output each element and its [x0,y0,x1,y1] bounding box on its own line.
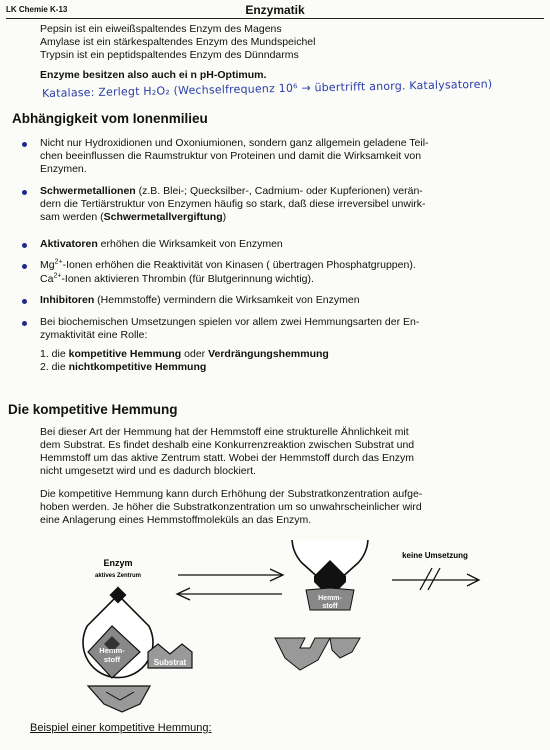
section-heading-kompetitiv: Die kompetitive Hemmung [8,402,178,417]
para1-line1: Bei dieser Art der Hemmung hat der Hemmstoff eine strukturelle Ähnlichkeit mit [40,426,409,438]
active-site-label: aktives Zentrum [94,573,142,579]
bullet-dot [22,190,27,195]
handwritten-note: Katalase: Zerlegt H₂O₂ (Wechselfrequenz 10⁶ → übertrifft anorg. Katalysatoren) [41,77,493,100]
bullet1-line3: Enzymen. [40,163,87,175]
svg-text:stoff: stoff [103,655,121,664]
bullet-dot [22,142,27,147]
intro-line-trypsin: Trypsin ist ein peptidspaltendes Enzym des Dünndarms [40,49,299,61]
no-reaction-label: keine Umsetzung [402,551,468,560]
substrate-displaced [275,638,330,670]
bullet-dot [22,243,27,248]
bullet3-line: Aktivatoren erhöhen die Wirksamkeit von Enzymen [40,238,283,250]
para2-line1: Die kompetitive Hemmung kann durch Erhöhung der Substratkonzentration aufge- [40,488,423,500]
inhibitoren-term: Inhibitoren [40,294,95,306]
example-heading: Beispiel einer kompetitive Hemmung: [30,722,212,734]
intro-line-amylase: Amylase ist ein stärkespaltendes Enzym des Mundspeichel [40,36,316,48]
page-title: Enzymatik [245,3,305,17]
bullet5-line: Inhibitoren (Hemmstoffe) vermindern die Wirksamkeit von Enzymen [40,294,360,306]
bullet2-line3: sam werden (Schwermetallvergiftung) [40,211,227,223]
substrate-label: Substrat [153,658,187,667]
section-heading-ionenmilieu: Abhängigkeit vom Ionenmilieu [12,111,208,126]
svg-text:Hemm-: Hemm- [318,595,342,602]
aktivatoren-term: Aktivatoren [40,238,98,250]
bullet-dot [22,264,27,269]
vergiftung-term: Schwermetallvergiftung [103,211,223,223]
bullet6-line1: Bei biochemischen Umsetzungen spielen vor allem zwei Hemmungsarten der En- [40,316,420,328]
schwermetall-term: Schwermetallionen [40,185,136,197]
enzyme-label: Enzym [103,558,133,568]
bullet1-line1: Nicht nur Hydroxidionen und Oxoniumionen, sondern ganz allgemein geladene Teil- [40,137,429,149]
course-label: LK Chemie K-13 [6,5,68,14]
free-substrate [148,644,192,668]
para2-line2: hoben werden. Je höher die Substratkonzentration um so unwahrscheinlicher wird [40,501,422,513]
svg-text:stoff: stoff [322,603,338,610]
substrate-fragment [330,638,360,658]
bullet2-line2: dern die Tertiärstruktur von Enzymen häufig so stark, daß diese irreversibel unwirk- [40,198,426,210]
svg-text:Hemm-: Hemm- [99,646,125,655]
no-reaction-arrow [392,568,479,590]
list-item-1: 1. die kompetitive Hemmung oder Verdrängungshemmung [40,348,329,360]
bullet6-line2: zymaktivität eine Rolle: [40,329,148,341]
list-item-2: 2. die nichtkompetitive Hemmung [40,361,207,373]
para1-line4: nicht umgesetzt wird und es dadurch blockiert. [40,465,256,477]
para2-line3: eine Anlagerung eines Hemmstoffmoleküls an das Enzym. [40,514,312,526]
page-header [6,4,544,19]
para1-line2: dem Substrat. Es findet deshalb eine Konkurrenzreaktion zwischen Substrat und [40,439,415,451]
competitive-inhibition-diagram [0,540,550,715]
enzyme-inhibitor-complex [292,540,368,610]
bullet2-line1: Schwermetallionen (z.B. Blei-; Quecksilber-, Cadmium- oder Kupferionen) verän- [40,185,423,197]
bullet-dot [22,299,27,304]
ph-optimum-line: Enzyme besitzen also auch ei n pH-Optimum. [40,69,267,81]
equilibrium-arrows [177,569,283,600]
bullet1-line2: chen beeinflussen die Raumstruktur von Proteinen und damit die Wirksamkeit von [40,150,422,162]
bullet-dot [22,321,27,326]
bullet4-line1: $Mg^{2+}$-Ionen erhöhen die Reaktivität von Kinasen ( übertragen Phosphatgruppen). [40,258,416,271]
intro-line-pepsin: Pepsin ist ein eiweißspaltendes Enzym des Magens [40,23,282,35]
para1-line3: Hemmstoff um das aktive Zentrum statt. Wobei der Hemmstoff durch das Enzym [40,452,415,464]
bullet4-line2: $Ca^{2+}$-Ionen aktivieren Thrombin (für Blutgerinnung wichtig). [40,272,314,285]
